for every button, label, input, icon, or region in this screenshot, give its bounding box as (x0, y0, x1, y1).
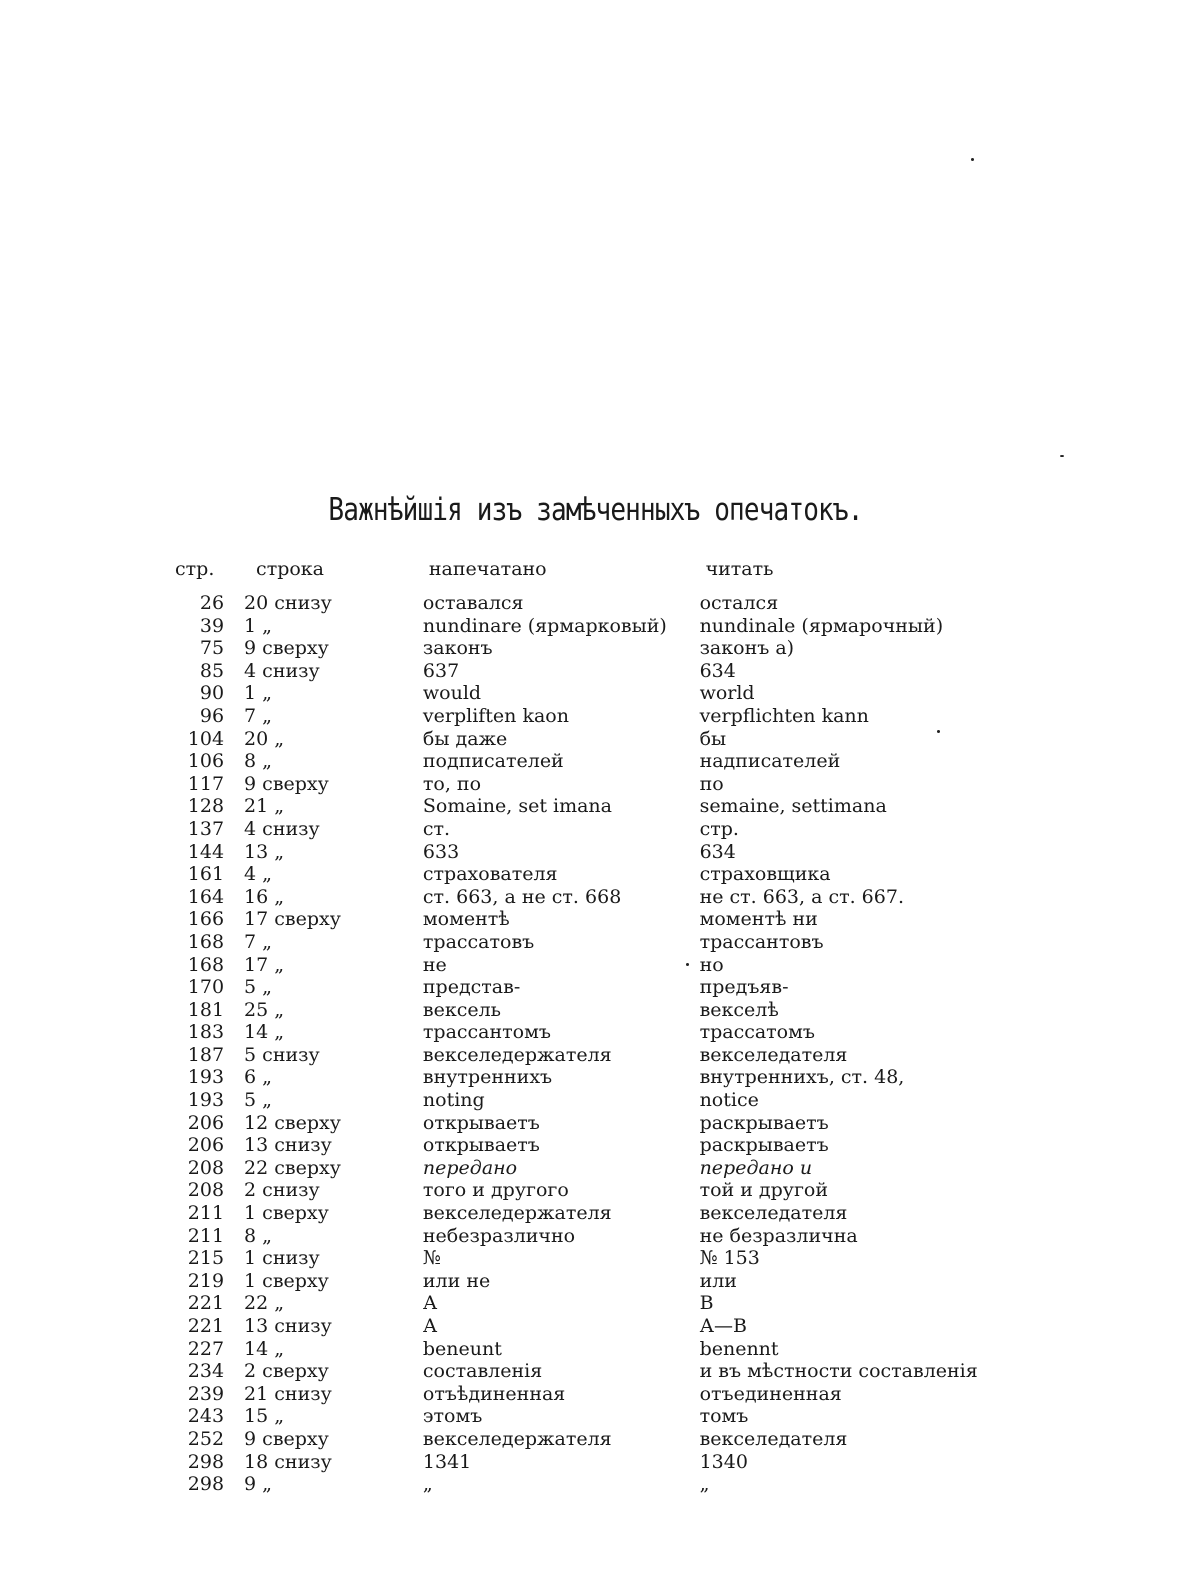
row-line: 9 сверху (244, 772, 329, 795)
errata-row (175, 1202, 1015, 1225)
row-printed: трассантомъ (422, 1021, 551, 1044)
errata-row (175, 592, 1015, 615)
page-title: Важнѣйшія изъ замѣченныхъ опечатокъ. (328, 492, 863, 528)
row-printed: векселедержателя (422, 1427, 612, 1450)
row-read: „ (699, 1473, 710, 1496)
errata-row (175, 1157, 1015, 1180)
row-line: 17 сверху (244, 908, 341, 931)
row-page: 221 (187, 1292, 225, 1315)
row-page: 234 (187, 1360, 225, 1383)
row-printed: nundinare (ярмарковый) (422, 614, 667, 637)
row-read: 634 (699, 840, 736, 863)
row-page: 90 (199, 682, 225, 705)
errata-row (175, 954, 1015, 977)
row-page: 211 (187, 1202, 225, 1225)
row-read: трассатомъ (699, 1021, 815, 1044)
row-line: 1 „ (244, 682, 273, 705)
row-read: раскрываетъ (699, 1134, 829, 1157)
row-line: 9 сверху (244, 637, 329, 660)
row-line: 16 „ (244, 885, 285, 908)
row-line: 21 „ (244, 795, 285, 818)
row-read: verpflichten kann (699, 704, 869, 727)
row-page: 170 (187, 976, 225, 999)
row-line: 21 снизу (244, 1382, 332, 1405)
row-printed: would (422, 682, 482, 705)
row-printed: ст. (422, 817, 451, 840)
row-page: 193 (187, 1066, 225, 1089)
row-read: не безразлична (699, 1224, 858, 1247)
row-line: 2 снизу (244, 1179, 320, 1202)
row-line: 14 „ (244, 1021, 285, 1044)
row-page: 187 (187, 1043, 225, 1066)
errata-row (175, 841, 1015, 864)
row-printed: ст. 663, а не ст. 668 (422, 885, 622, 908)
row-printed: открываетъ (422, 1111, 540, 1134)
row-printed: beneunt (422, 1337, 502, 1360)
row-line: 13 снизу (244, 1134, 332, 1157)
errata-row (175, 886, 1015, 909)
row-printed: noting (422, 1089, 485, 1112)
row-line: 6 „ (244, 1066, 273, 1089)
row-read: В (699, 1292, 714, 1315)
row-page: 168 (187, 930, 225, 953)
row-read: отъединенная (699, 1382, 842, 1405)
row-page: 208 (187, 1156, 225, 1179)
errata-row (175, 1179, 1015, 1202)
row-printed: не (422, 953, 447, 976)
row-read: или (699, 1269, 737, 1292)
row-line: 15 „ (244, 1405, 285, 1428)
row-line: 25 „ (244, 998, 285, 1021)
errata-row (175, 1428, 1015, 1451)
row-page: 208 (187, 1179, 225, 1202)
row-read: бы (699, 727, 727, 750)
row-printed: представ- (422, 976, 521, 999)
row-read: моментѣ ни (699, 908, 818, 931)
row-page: 193 (187, 1089, 225, 1112)
row-page: 215 (187, 1247, 225, 1270)
errata-row (175, 1451, 1015, 1474)
row-read: томъ (699, 1405, 749, 1428)
errata-row (175, 1134, 1015, 1157)
row-read: надписателей (699, 750, 841, 773)
row-line: 20 „ (244, 727, 285, 750)
row-page: 144 (187, 840, 225, 863)
row-printed: страхователя (422, 863, 558, 886)
row-read: не ст. 663, а ст. 667. (699, 885, 904, 908)
row-printed: Somaine, set imana (422, 795, 612, 818)
row-printed: векселедержателя (422, 1202, 612, 1225)
errata-row (175, 1292, 1015, 1315)
row-line: 8 „ (244, 1224, 273, 1247)
row-printed: А (422, 1315, 438, 1337)
row-printed: вексель (422, 998, 502, 1021)
row-read: векселедателя (699, 1043, 848, 1066)
row-page: 298 (187, 1473, 225, 1496)
errata-table (175, 556, 1015, 1496)
row-page: 85 (199, 659, 225, 682)
row-read: той и другой (699, 1179, 829, 1202)
row-line: 5 „ (244, 976, 273, 999)
errata-header (175, 556, 1015, 592)
errata-row (175, 750, 1015, 773)
row-page: 75 (199, 637, 225, 660)
row-printed: то, по (422, 772, 482, 795)
row-line: 14 „ (244, 1337, 285, 1360)
row-printed: отъѣдиненная (422, 1382, 566, 1405)
errata-row (175, 1338, 1015, 1361)
row-read: № 153 (699, 1247, 760, 1270)
row-read: страховщика (699, 863, 831, 886)
row-page: 137 (187, 817, 225, 840)
row-page: 181 (187, 998, 225, 1021)
row-line: 7 „ (244, 930, 273, 953)
header-read: читать (705, 558, 774, 580)
row-printed: того и другого (422, 1179, 569, 1202)
row-printed: трассатовъ (422, 930, 535, 953)
errata-row (175, 1270, 1015, 1293)
row-page: 128 (187, 795, 225, 818)
row-printed: векселедержателя (422, 1043, 612, 1066)
errata-row (175, 637, 1015, 660)
errata-row (175, 773, 1015, 796)
errata-row (175, 1360, 1015, 1383)
row-read: векселѣ (699, 998, 779, 1021)
row-read: benennt (699, 1337, 779, 1360)
errata-row (175, 660, 1015, 683)
errata-row (175, 1044, 1015, 1067)
scan-speck (971, 158, 974, 161)
row-printed: небезразлично (422, 1224, 576, 1247)
row-line: 1 сверху (244, 1202, 329, 1225)
row-read: semaine, settimana (699, 795, 887, 818)
errata-row (175, 682, 1015, 705)
row-page: 221 (187, 1315, 225, 1337)
row-read: nundinale (ярмарочный) (699, 614, 944, 637)
row-line: 22 сверху (244, 1156, 341, 1179)
row-read: векселедателя (699, 1427, 848, 1450)
row-line: 17 „ (244, 953, 285, 976)
row-page: 227 (187, 1337, 225, 1360)
errata-row (175, 818, 1015, 841)
errata-body (175, 592, 1015, 1496)
row-page: 26 (199, 592, 225, 614)
row-printed: внутреннихъ (422, 1066, 553, 1089)
row-read: но (699, 953, 724, 976)
row-read: 634 (699, 659, 736, 682)
row-page: 239 (187, 1382, 225, 1405)
errata-row (175, 999, 1015, 1022)
row-printed: открываетъ (422, 1134, 540, 1157)
row-printed: verpliften kaon (422, 704, 569, 727)
row-line: 4 снизу (244, 659, 320, 682)
row-read: законъ а) (699, 637, 795, 660)
row-printed: А (422, 1292, 438, 1315)
row-printed: № (422, 1247, 441, 1270)
row-printed: „ (422, 1473, 433, 1496)
row-line: 8 „ (244, 750, 273, 773)
row-page: 298 (187, 1450, 225, 1473)
row-printed: законъ (422, 637, 493, 660)
row-printed: составленія (422, 1360, 543, 1383)
errata-row (175, 1225, 1015, 1248)
row-page: 219 (187, 1269, 225, 1292)
row-printed: этомъ (422, 1405, 483, 1428)
errata-row (175, 615, 1015, 638)
row-line: 9 сверху (244, 1427, 329, 1450)
row-page: 106 (187, 750, 225, 773)
row-line: 5 снизу (244, 1043, 320, 1066)
row-page: 211 (187, 1224, 225, 1247)
row-printed: бы даже (422, 727, 508, 750)
row-line: 12 сверху (244, 1111, 341, 1134)
row-page: 96 (199, 704, 225, 727)
row-line: 1 сверху (244, 1269, 329, 1292)
row-read: стр. (699, 817, 739, 840)
row-page: 168 (187, 953, 225, 976)
row-page: 104 (187, 727, 225, 750)
row-line: 18 снизу (244, 1450, 332, 1473)
row-read: и въ мѣстности составленія (699, 1360, 978, 1383)
row-read: передано и (699, 1156, 813, 1179)
errata-row (175, 728, 1015, 751)
row-printed: 1341 (422, 1450, 472, 1473)
row-printed: или не (422, 1269, 491, 1292)
row-printed: оставался (422, 592, 524, 614)
row-read: по (699, 772, 724, 795)
row-read: внутреннихъ, ст. 48, (699, 1066, 905, 1089)
row-page: 243 (187, 1405, 225, 1428)
errata-row (175, 1066, 1015, 1089)
row-line: 1 „ (244, 614, 273, 637)
row-printed: подписателей (422, 750, 564, 773)
errata-row (175, 1247, 1015, 1270)
errata-row (175, 931, 1015, 954)
row-read: world (699, 682, 755, 705)
row-read: notice (699, 1089, 759, 1112)
errata-row (175, 1405, 1015, 1428)
row-line: 4 „ (244, 863, 273, 886)
header-printed: напечатано (428, 558, 547, 580)
row-read: остался (699, 592, 779, 614)
row-page: 161 (187, 863, 225, 886)
header-line: строка (256, 558, 325, 580)
row-printed: 633 (422, 840, 460, 863)
errata-row (175, 795, 1015, 818)
row-read: векселедателя (699, 1202, 848, 1225)
errata-row (175, 908, 1015, 931)
errata-row (175, 1112, 1015, 1135)
row-page: 252 (187, 1427, 225, 1450)
errata-row (175, 705, 1015, 728)
row-printed: передано (422, 1156, 518, 1179)
row-read: А—В (699, 1315, 747, 1337)
errata-row (175, 1089, 1015, 1112)
row-page: 166 (187, 908, 225, 931)
errata-row (175, 1021, 1015, 1044)
row-read: предъяв- (699, 976, 789, 999)
row-line: 9 „ (244, 1473, 273, 1496)
row-line: 2 сверху (244, 1360, 329, 1383)
row-line: 4 снизу (244, 817, 320, 840)
errata-row (175, 863, 1015, 886)
row-page: 206 (187, 1134, 225, 1157)
row-printed: 637 (422, 659, 460, 682)
row-page: 39 (199, 614, 225, 637)
errata-row (175, 1383, 1015, 1406)
row-line: 22 „ (244, 1292, 285, 1315)
row-line: 5 „ (244, 1089, 273, 1112)
row-page: 183 (187, 1021, 225, 1044)
errata-row (175, 1473, 1015, 1496)
scan-speck (1060, 455, 1064, 457)
row-printed: моментѣ (422, 908, 510, 931)
row-read: трассантовъ (699, 930, 824, 953)
errata-row (175, 976, 1015, 999)
row-line: 13 „ (244, 840, 285, 863)
row-line: 1 снизу (244, 1247, 320, 1270)
errata-row (175, 1315, 1015, 1338)
row-read: 1340 (699, 1450, 748, 1473)
row-page: 164 (187, 885, 225, 908)
row-line: 7 „ (244, 704, 273, 727)
row-line: 13 снизу (244, 1315, 332, 1337)
row-line: 20 снизу (244, 592, 332, 614)
row-read: раскрываетъ (699, 1111, 829, 1134)
row-page: 206 (187, 1111, 225, 1134)
row-page: 117 (187, 772, 225, 795)
header-page: стр. (175, 558, 215, 580)
